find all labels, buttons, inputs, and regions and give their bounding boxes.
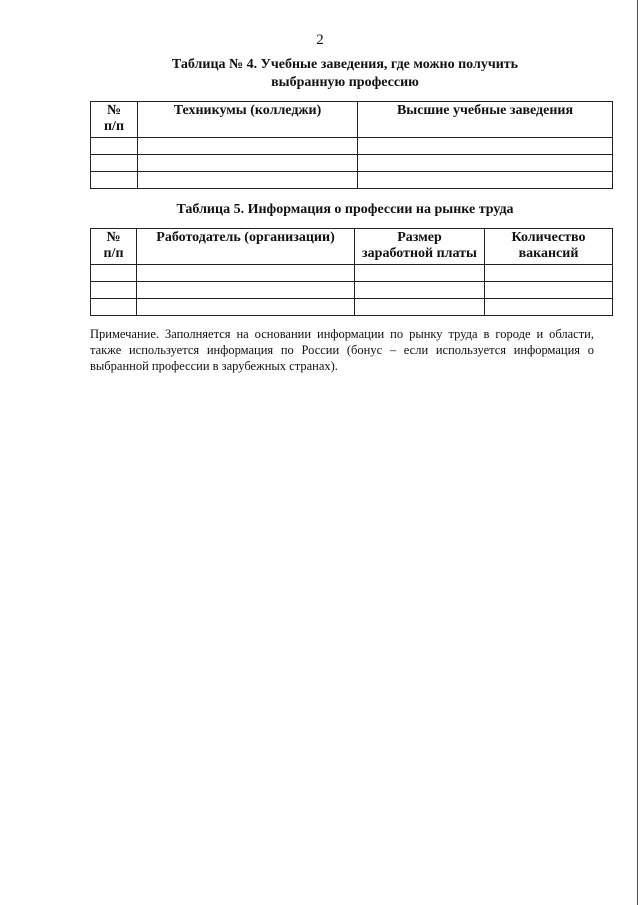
table-cell[interactable] [91, 155, 138, 172]
table-cell[interactable] [138, 172, 358, 189]
table5-header-num [91, 229, 137, 265]
table4-title-line1: Таблица № 4. Учебные заведения, где можно получить [171, 57, 519, 72]
table-cell[interactable] [358, 172, 613, 189]
table-cell[interactable] [91, 265, 137, 282]
table-cell[interactable] [137, 299, 355, 316]
table-cell[interactable] [358, 138, 613, 155]
table-cell[interactable] [91, 299, 137, 316]
table-cell[interactable] [485, 265, 613, 282]
table-cell[interactable] [91, 172, 138, 189]
table5-header-vacancies [485, 229, 613, 265]
table4-header-num [91, 102, 138, 138]
table5-title: Таблица 5. Информация о профессии на рынке труда [176, 202, 514, 217]
table5-header-num-line1: № [106, 230, 121, 245]
table5-header-vacancies-line2: вакансий [518, 246, 579, 261]
table-cell[interactable] [91, 138, 138, 155]
table4-title [120, 56, 570, 92]
table5-header-salary-line1: Размер [397, 230, 442, 245]
table-row [91, 299, 613, 316]
table-cell[interactable] [358, 155, 613, 172]
table-row [91, 265, 613, 282]
table-cell[interactable] [485, 282, 613, 299]
table-cell[interactable] [137, 265, 355, 282]
table5-header-vacancies-line1: Количество [511, 230, 586, 245]
page-edge-line [637, 0, 638, 905]
table-cell[interactable] [355, 282, 485, 299]
table4-header-row [91, 102, 613, 138]
table5-labor-market [90, 228, 613, 316]
table-row [91, 282, 613, 299]
table5-header-num-line2: п/п [103, 246, 124, 261]
table-cell[interactable] [138, 155, 358, 172]
table-cell[interactable] [355, 299, 485, 316]
table4-educational-institutions [90, 101, 613, 189]
table5-header-row [91, 229, 613, 265]
table-cell[interactable] [138, 138, 358, 155]
table-cell[interactable] [137, 282, 355, 299]
table5-header-salary [355, 229, 485, 265]
table-row [91, 172, 613, 189]
table-cell[interactable] [485, 299, 613, 316]
page-number: 2 [316, 32, 324, 48]
table-cell[interactable] [91, 282, 137, 299]
table4-header-num-line2: п/п [103, 119, 125, 134]
note-paragraph: Примечание. Заполняется на основании информации по рынку труда в городе и области, также используется информация по России (бонус – если используется информация о выбранной профессии в зарубежных странах). [90, 327, 594, 373]
table4-header-colleges: Техникумы (колледжи) [138, 102, 358, 138]
table5-header-salary-line2: заработной платы [362, 246, 477, 261]
table4-header-universities: Высшие учебные заведения [358, 102, 613, 138]
table4-title-line2: выбранную профессию [271, 75, 419, 90]
table5-header-employer: Работодатель (организации) [137, 229, 355, 265]
table4-header-num-line1: № [106, 103, 122, 118]
table-row [91, 155, 613, 172]
table-row [91, 138, 613, 155]
table-cell[interactable] [355, 265, 485, 282]
